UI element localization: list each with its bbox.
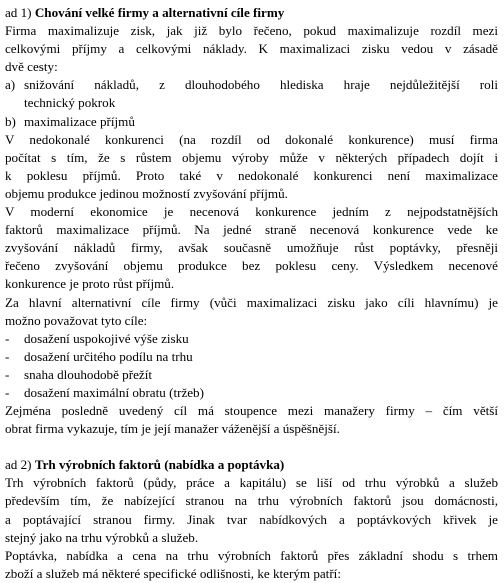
text-line: Trh výrobních faktorů (půdy, práce a kapitálu) se liší od trhu výrobků a služeb	[5, 475, 498, 491]
list-marker: -	[5, 330, 10, 346]
text-line: k poklesu příjmů. Proto také v nedokonalé konkurenci není maximalizace	[5, 167, 498, 183]
section-heading-1	[5, 4, 498, 22]
list-item	[5, 348, 498, 366]
list-item-text: dosažení uspokojivé výše zisku	[24, 330, 189, 346]
text-line: celkovými příjmy a celkovými náklady. K maximalizaci zisku vedou v zásadě	[5, 41, 498, 57]
text-line: stejný jako na trhu výrobků a služeb.	[5, 529, 199, 545]
text-line: Zejména posledně uvedený cíl má stoupence mezi manažery firmy – čím větší	[5, 403, 498, 419]
text-line: faktorů maximalizace příjmů. Na jedné straně necenová konkurence vede ke	[5, 222, 498, 238]
text-line: a poptávající stranou firmy. Jinak tvar nabídkových a poptávkových křivek je	[5, 511, 498, 527]
list-marker: b)	[5, 113, 16, 129]
list-item	[5, 366, 498, 384]
list-item	[5, 76, 498, 112]
text-line: objemu produkce jedinou možností zvyšování příjmů.	[5, 185, 288, 201]
paragraph	[5, 402, 498, 438]
heading-prefix: ad 1)	[5, 5, 32, 20]
heading-title: Trh výrobních faktorů (nabídka a poptávka)	[34, 457, 285, 473]
list-item-text: snižování nákladů, z dlouhodobého hlediska hraje nejdůležitější roli	[24, 77, 498, 93]
text-line: Za hlavní alternativní cíle firmy (vůči maximalizaci zisku jako cíli hlavnímu) je	[5, 294, 498, 310]
text-line: konkurence je proto růst příjmů.	[5, 276, 175, 292]
text-line: počítat s tím, že s růstem objemu výroby může v některých případech dojít i	[5, 149, 498, 165]
text-line: obrat firma vykazuje, tím je její manažer váženější a úspěšnější.	[5, 421, 340, 437]
text-line: Firma maximalizuje zisk, jak již bylo řečeno, pokud maximalizuje rozdíl mezi	[5, 23, 498, 39]
blank-line	[5, 438, 498, 456]
paragraph	[5, 203, 498, 293]
list-marker: -	[5, 366, 10, 382]
list-item	[5, 330, 498, 348]
text-line: zvyšování nákladů firmy, avšak současně umožňuje růst poptávky, přesněji	[5, 240, 498, 256]
text-line: možno považovat tyto cíle:	[5, 312, 148, 328]
section-heading-2	[5, 456, 498, 474]
text-line: zboží a služeb má některé specifické odlišnosti, ke kterým patří:	[5, 565, 341, 581]
list-item-text: technický pokrok	[24, 95, 116, 111]
text-line: V moderní ekonomice je necenová konkurence jedním z nejpodstatnějších	[5, 204, 498, 220]
text-line: řečeno zvyšování objemu produkce bez poklesu ceny. Výsledkem necenové	[5, 258, 498, 274]
heading-prefix: ad 2)	[5, 457, 32, 473]
paragraph	[5, 131, 498, 203]
list-item	[5, 384, 498, 402]
paragraph	[5, 474, 498, 546]
text-line: Poptávka, nabídka a cena na trhu výrobních faktorů přes základní shodu s trhem	[5, 547, 498, 563]
text-line: především tím, že nabízející stranou na trhu výrobních faktorů jsou domácnosti,	[5, 493, 498, 509]
paragraph	[5, 547, 498, 583]
list-item	[5, 113, 498, 131]
paragraph	[5, 294, 498, 330]
list-item-text: maximalizace příjmů	[24, 113, 135, 129]
heading-title: Chování velké firmy a alternativní cíle firmy	[34, 5, 285, 20]
paragraph	[5, 22, 498, 76]
list-marker: -	[5, 348, 10, 364]
list-item-text: dosažení určitého podílu na trhu	[24, 348, 193, 364]
list-marker: -	[5, 384, 10, 400]
list-marker: a)	[5, 77, 16, 93]
text-line: dvě cesty:	[5, 59, 58, 75]
list-item-text: dosažení maximální obratu (tržeb)	[24, 384, 204, 400]
text-line: V nedokonalé konkurenci (na rozdíl od dokonalé konkurence) musí firma	[5, 131, 498, 147]
list-item-text: snaha dlouhodobě přežít	[24, 366, 152, 382]
